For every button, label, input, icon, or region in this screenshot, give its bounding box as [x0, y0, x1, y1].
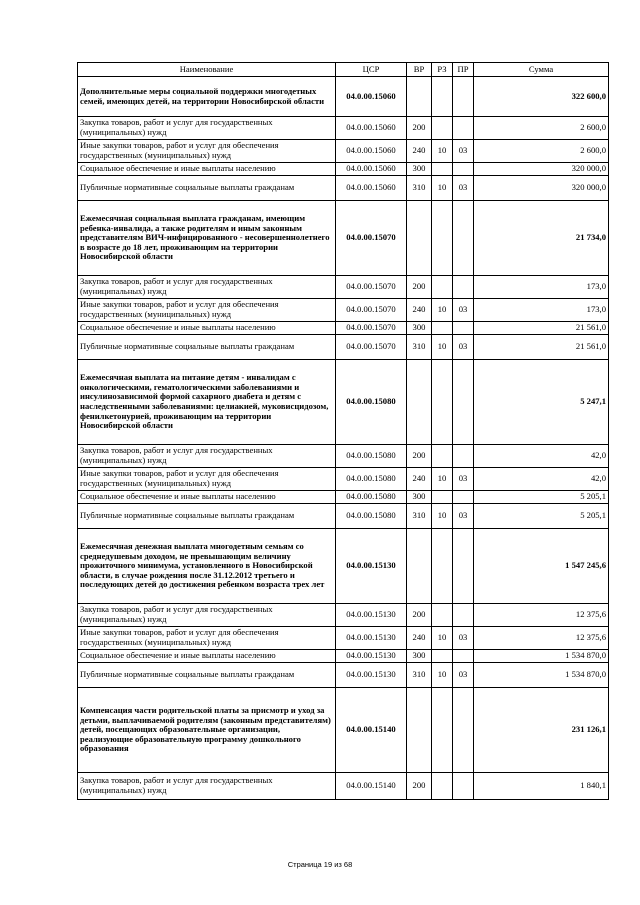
cell-name: Иные закупки товаров, работ и услуг для обеспечения государственных (муниципальных) нужд	[78, 140, 336, 163]
cell-name: Иные закупки товаров, работ и услуг для обеспечения государственных (муниципальных) нужд	[78, 627, 336, 650]
table-row	[78, 276, 609, 299]
header-name: Наименование	[78, 63, 336, 77]
cell-sum: 12 375,6	[474, 627, 609, 650]
cell-name: Закупка товаров, работ и услуг для государственных (муниципальных) нужд	[78, 773, 336, 800]
cell-rz: 10	[432, 468, 453, 491]
cell-vr: 300	[407, 650, 432, 663]
cell-sum: 5 205,1	[474, 504, 609, 529]
table-row	[78, 335, 609, 360]
budget-table	[77, 62, 609, 800]
cell-rz	[432, 604, 453, 627]
cell-sum: 2 600,0	[474, 140, 609, 163]
cell-vr: 310	[407, 663, 432, 688]
cell-rz: 10	[432, 299, 453, 322]
cell-pr: 03	[453, 140, 474, 163]
cell-csr: 04.0.00.15130	[336, 604, 407, 627]
cell-sum: 320 000,0	[474, 163, 609, 176]
cell-csr: 04.0.00.15130	[336, 663, 407, 688]
table-row	[78, 140, 609, 163]
cell-sum: 320 000,0	[474, 176, 609, 201]
cell-pr: 03	[453, 663, 474, 688]
cell-csr: 04.0.00.15130	[336, 650, 407, 663]
cell-name: Закупка товаров, работ и услуг для государственных (муниципальных) нужд	[78, 604, 336, 627]
header-pr: ПР	[453, 63, 474, 77]
cell-csr: 04.0.00.15080	[336, 360, 407, 445]
cell-name: Закупка товаров, работ и услуг для государственных (муниципальных) нужд	[78, 445, 336, 468]
cell-sum: 21 734,0	[474, 201, 609, 276]
cell-vr: 300	[407, 491, 432, 504]
cell-sum: 1 547 245,6	[474, 529, 609, 604]
cell-pr: 03	[453, 176, 474, 201]
cell-rz	[432, 322, 453, 335]
cell-name: Ежемесячная выплата на питание детям - инвалидам с онкологическими, гематологическими заболеваниями и инсулинозависимой формой сахарного диабета и детям с наследственными заболеваниями: целиакией, муковисцидозом, фенилкетонурией, проживающим на территории Новосибирской области	[78, 360, 336, 445]
cell-csr: 04.0.00.15060	[336, 176, 407, 201]
cell-vr	[407, 688, 432, 773]
table-row	[78, 445, 609, 468]
cell-name: Ежемесячная социальная выплата гражданам, имеющим ребенка-инвалида, а также родителям и иным законным представителям ВИЧ-инфицированного - несовершеннолетнего в возрасте до 18 лет, проживающим на территории Новосибирской области	[78, 201, 336, 276]
table-row	[78, 604, 609, 627]
cell-vr: 310	[407, 335, 432, 360]
cell-pr	[453, 773, 474, 800]
cell-rz	[432, 445, 453, 468]
cell-vr	[407, 360, 432, 445]
cell-rz	[432, 650, 453, 663]
cell-pr	[453, 688, 474, 773]
cell-sum: 231 126,1	[474, 688, 609, 773]
table-row	[78, 201, 609, 276]
cell-name: Дополнительные меры социальной поддержки многодетных семей, имеющих детей, на территории Новосибирской области	[78, 77, 336, 117]
cell-name: Публичные нормативные социальные выплаты гражданам	[78, 663, 336, 688]
cell-vr: 240	[407, 468, 432, 491]
cell-pr	[453, 650, 474, 663]
cell-name: Закупка товаров, работ и услуг для государственных (муниципальных) нужд	[78, 117, 336, 140]
table-row	[78, 773, 609, 800]
table-row	[78, 504, 609, 529]
table-row	[78, 468, 609, 491]
cell-rz	[432, 201, 453, 276]
table-row	[78, 299, 609, 322]
table-row	[78, 627, 609, 650]
table-header-row	[78, 63, 609, 77]
table-row	[78, 688, 609, 773]
cell-sum: 322 600,0	[474, 77, 609, 117]
cell-rz: 10	[432, 627, 453, 650]
cell-csr: 04.0.00.15060	[336, 117, 407, 140]
cell-sum: 5 205,1	[474, 491, 609, 504]
cell-csr: 04.0.00.15060	[336, 77, 407, 117]
cell-csr: 04.0.00.15060	[336, 163, 407, 176]
cell-sum: 173,0	[474, 276, 609, 299]
cell-vr: 310	[407, 504, 432, 529]
header-vr: ВР	[407, 63, 432, 77]
cell-name: Публичные нормативные социальные выплаты гражданам	[78, 335, 336, 360]
cell-rz	[432, 773, 453, 800]
cell-pr	[453, 163, 474, 176]
cell-csr: 04.0.00.15070	[336, 299, 407, 322]
cell-pr	[453, 529, 474, 604]
cell-sum: 42,0	[474, 468, 609, 491]
cell-pr: 03	[453, 335, 474, 360]
cell-csr: 04.0.00.15070	[336, 201, 407, 276]
cell-vr: 240	[407, 627, 432, 650]
cell-sum: 5 247,1	[474, 360, 609, 445]
cell-rz	[432, 77, 453, 117]
cell-vr: 200	[407, 276, 432, 299]
table-row	[78, 663, 609, 688]
cell-sum: 2 600,0	[474, 117, 609, 140]
cell-pr: 03	[453, 627, 474, 650]
cell-vr: 240	[407, 299, 432, 322]
cell-csr: 04.0.00.15080	[336, 504, 407, 529]
cell-sum: 21 561,0	[474, 322, 609, 335]
cell-name: Компенсация части родительской платы за присмотр и уход за детьми, выплачиваемой родителям (законным представителям) детей, посещающих образовательные организации, реализующие образовательную программу дошкольного образования	[78, 688, 336, 773]
cell-csr: 04.0.00.15070	[336, 276, 407, 299]
cell-csr: 04.0.00.15070	[336, 335, 407, 360]
cell-csr: 04.0.00.15080	[336, 468, 407, 491]
table-row	[78, 77, 609, 117]
cell-pr	[453, 360, 474, 445]
table-row	[78, 176, 609, 201]
cell-csr: 04.0.00.15140	[336, 688, 407, 773]
header-csr: ЦСР	[336, 63, 407, 77]
cell-pr	[453, 445, 474, 468]
cell-vr: 200	[407, 117, 432, 140]
cell-vr	[407, 201, 432, 276]
cell-vr	[407, 77, 432, 117]
cell-name: Ежемесячная денежная выплата многодетным семьям со среднедушевым доходом, не превышающим величину прожиточного минимума, установленного в Новосибирской области, в случае рождения после 31.12.2012 третьего и последующих детей до достижения ребенком возраста трех лет	[78, 529, 336, 604]
cell-pr	[453, 201, 474, 276]
cell-vr: 200	[407, 773, 432, 800]
cell-csr: 04.0.00.15060	[336, 140, 407, 163]
table-row	[78, 117, 609, 140]
cell-vr: 300	[407, 322, 432, 335]
cell-pr	[453, 276, 474, 299]
table-row	[78, 360, 609, 445]
cell-pr	[453, 604, 474, 627]
cell-rz: 10	[432, 335, 453, 360]
cell-sum: 42,0	[474, 445, 609, 468]
cell-sum: 1 840,1	[474, 773, 609, 800]
table-row	[78, 491, 609, 504]
cell-rz: 10	[432, 140, 453, 163]
cell-name: Закупка товаров, работ и услуг для государственных (муниципальных) нужд	[78, 276, 336, 299]
cell-name: Публичные нормативные социальные выплаты гражданам	[78, 504, 336, 529]
cell-name: Социальное обеспечение и иные выплаты населению	[78, 163, 336, 176]
cell-rz	[432, 688, 453, 773]
table-row	[78, 163, 609, 176]
cell-csr: 04.0.00.15140	[336, 773, 407, 800]
cell-rz	[432, 529, 453, 604]
cell-name: Иные закупки товаров, работ и услуг для обеспечения государственных (муниципальных) нужд	[78, 299, 336, 322]
cell-pr	[453, 491, 474, 504]
cell-vr: 200	[407, 604, 432, 627]
cell-pr: 03	[453, 504, 474, 529]
cell-rz	[432, 163, 453, 176]
cell-rz: 10	[432, 663, 453, 688]
cell-rz	[432, 491, 453, 504]
cell-vr: 200	[407, 445, 432, 468]
cell-rz	[432, 117, 453, 140]
cell-name: Социальное обеспечение и иные выплаты населению	[78, 322, 336, 335]
cell-vr: 240	[407, 140, 432, 163]
cell-vr	[407, 529, 432, 604]
cell-vr: 310	[407, 176, 432, 201]
cell-csr: 04.0.00.15070	[336, 322, 407, 335]
cell-sum: 1 534 870,0	[474, 663, 609, 688]
cell-rz: 10	[432, 176, 453, 201]
cell-name: Социальное обеспечение и иные выплаты населению	[78, 650, 336, 663]
cell-rz: 10	[432, 504, 453, 529]
cell-vr: 300	[407, 163, 432, 176]
cell-csr: 04.0.00.15130	[336, 627, 407, 650]
cell-pr	[453, 322, 474, 335]
cell-pr	[453, 77, 474, 117]
cell-name: Публичные нормативные социальные выплаты гражданам	[78, 176, 336, 201]
table-body	[78, 77, 609, 800]
cell-csr: 04.0.00.15080	[336, 445, 407, 468]
cell-sum: 12 375,6	[474, 604, 609, 627]
cell-pr: 03	[453, 299, 474, 322]
table-row	[78, 322, 609, 335]
cell-sum: 173,0	[474, 299, 609, 322]
cell-sum: 1 534 870,0	[474, 650, 609, 663]
cell-rz	[432, 276, 453, 299]
table-row	[78, 529, 609, 604]
cell-csr: 04.0.00.15130	[336, 529, 407, 604]
cell-csr: 04.0.00.15080	[336, 491, 407, 504]
header-sum: Сумма	[474, 63, 609, 77]
table-row	[78, 650, 609, 663]
page-number: Страница 19 из 68	[287, 860, 353, 869]
header-rz: РЗ	[432, 63, 453, 77]
cell-pr: 03	[453, 468, 474, 491]
cell-name: Социальное обеспечение и иные выплаты населению	[78, 491, 336, 504]
cell-pr	[453, 117, 474, 140]
cell-rz	[432, 360, 453, 445]
cell-sum: 21 561,0	[474, 335, 609, 360]
cell-name: Иные закупки товаров, работ и услуг для обеспечения государственных (муниципальных) нужд	[78, 468, 336, 491]
